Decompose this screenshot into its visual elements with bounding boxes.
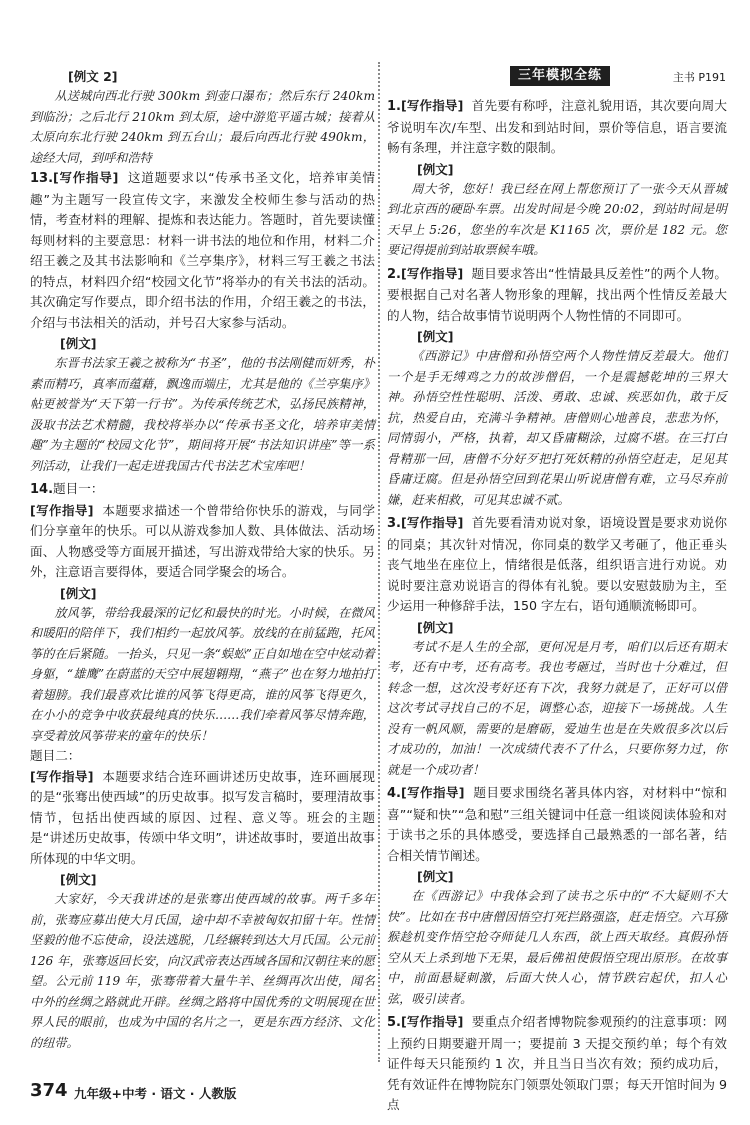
example-label: [例文] bbox=[417, 161, 454, 177]
page-footer bbox=[30, 1080, 720, 1108]
q4-guide-text: 题目要求围绕名著具体内容，对材料中“惊和喜”“疑和快”“急和慰”三组关键词中任意一组谈阅读体验和对于读书之乐的具体感受，要选择自己最熟悉的一部名著，结合相关情节阐述。 bbox=[387, 785, 727, 863]
q3-guide-text: 首先要看清劝说对象，语境设置是要求劝说你的同桌；其次针对情况，你同桌的数学又考砸了，他正垂头丧气地坐在座位上，情绪很是低落，组织语言进行劝说。劝说时要注意劝说语言的得体有礼貌。要以安慰鼓励为主，至少运用一种修辞手法，150 字左右，语句通顺流畅即可。 bbox=[387, 515, 727, 613]
example-2-label: [例文 2] bbox=[68, 69, 118, 84]
question-4: 4.[写作指导] 题目要求围绕名著具体内容，对材料中“惊和喜”“疑和快”“急和慰”三组关键词中任意一组谈阅读体验和对于读书之乐的具体感受，要选择自己最熟悉的一部名著，结合相关情节阐述。 [例文] 在《西游记》中我体会到了读书之乐中的“不大疑则不大快”。比如在书中唐僧因悟空打死拦路强盗，赶走悟空。六耳猕猴趁机变作悟空抢夺师徒几人东西，欲上西天取经。真假孙悟空从天上杀到地下无果，最后佛祖使假悟空现出原形。在故事中，前面悬疑刺激，后面大快人心，情节跌宕起伏，扣人心弦，吸引读者。 bbox=[387, 783, 727, 1009]
section-banner: 三年模拟全练 bbox=[510, 66, 610, 86]
page-number: 374 bbox=[30, 1080, 68, 1101]
q1-guide-text: 首先要有称呼，注意礼貌用语，其次要向周大爷说明车次/车型、出发和到站时间，票价等信息，语言要流畅有条理，并注意字数的限制。 bbox=[387, 98, 727, 155]
q13-example-text: 东晋书法家王羲之被称为“书圣”，他的书法刚健而妍秀，朴素而精巧，真率而蕴藉，飘逸而端庄，尤其是他的《兰亭集序》帖更被誉为“天下第一行书”。为传承传统艺术，弘扬民族精神，汲取书法艺术精髓，我校将举办以“传承书圣文化，培养审美情趣”为主题的“校园文化节”，期间将开展“书法知识讲座”等一系列活动，让我们一起走进我国古代书法艺术宝库吧！ bbox=[30, 356, 375, 473]
writing-guide-tag: [写作指导] bbox=[30, 768, 94, 784]
example-2-text: 从送城向西北行驶 300km 到壶口瀑布；然后东行 240km 到临汾；之后北行 210km 到太原，途中游览平遥古城；接着从太原向东北行驶 240km 到五台山；最后向西北行驶 490km，途经大同，到呼和浩特 bbox=[30, 89, 375, 165]
writing-guide-tag: [写作指导] bbox=[400, 785, 465, 800]
q14-guide-text-1: 本题要求描述一个曾带给你快乐的游戏，与同学们分享童年的快乐。可以从游戏参加人数、具体做法、活动场面、人物感受等方面展开描述，写出游戏带给大家的快乐。另外，注意语言要得体，要适合同学聚会的场合。 bbox=[30, 502, 375, 579]
writing-guide-tag: [写作指导] bbox=[30, 502, 94, 518]
question-2: 2.[写作指导] 题目要求答出“性情最具反差性”的两个人物。要根据自己对名著人物形象的理解，找出两个性情反差最大的人物，结合故事情节说明两个人物性情的不同即可。 [例文] 《西游记》中唐僧和孙悟空两个人物性情反差最大。他们一个是手无缚鸡之力的故涉僧侣，一个是震撼乾坤的三界大神。孙悟空性性聪明、活泼、勇敢、忠诚、疾恶如仇，敢于反抗，热爱自由，充满斗争精神。唐僧则心地善良，悲悲为怀，同情弱小，严格，执着，却又昏庸糊涂，过腐不堪。在三打白骨精那一回，唐僧不分好歹把打死妖精的孙悟空赶走，足见其昏庸迂腐。但是孙悟空回到花果山听说唐僧有难，立马尽弃前嫌，赶来相救，可见其忠诚不贰。 bbox=[387, 264, 727, 511]
column-divider bbox=[378, 62, 380, 1062]
question-14: 14.题目一： [写作指导] 本题要求描述一个曾带给你快乐的游戏，与同学们分享童年的快乐。可以从游戏参加人数、具体做法、活动场面、人物感受等方面展开描述，写出游戏带给大家的快乐。另外，注意语言要得体，要适合同学聚会的场合。 [例文] 放风筝，带给我最深的记忆和最快的时光。小时候，在微风和暖阳的陪伴下，我们相约一起放风筝。放线的在前猛跑，托风筝的在后紧随。一抬头，只见一条“蜈蚣”正自如地在空中炫动着身躯，“雄鹰”在蔚蓝的天空中展翅翱翔，“燕子”也在努力地拍打着翅膀。我们最喜欢比谁的风筝飞得更高，谁的风筝飞得更久，在小小的竞争中收获最纯真的快乐……我们牵着风筝尽情奔跑，享受着放风筝带来的童年的快乐！ 题目二： [写作指导] 本题要求结合连环画讲述历史故事，连环画展现的是“张骞出使西域”的历史故事。拟写发言稿时，要理清故事情节，包括出使西域的原因、过程、意义等。班会的主题是“讲述历史故事，传颂中华文明”，讲述故事时，要道出故事所体现的中华文明。 [例文] 大家好，今天我讲述的是张骞出使西域的故事。两千多年前，张骞应募出使大月氏国，途中却不幸被匈奴扣留十年。性情坚毅的他不忘使命，设法逃脱，几经辗转到达大月氏国。公元前 126 年，张骞返回长安，向汉武帝表达西域各国和汉朝往来的愿望。公元前 119 年，张骞带着大量牛羊、丝绸再次出使，闻名中外的丝绸之路就此开辟。丝绸之路将中国优秀的文明展现在世界人民的眼前，也成为中国的名片之一，更是东西方经济、文化的纽带。 bbox=[30, 479, 375, 1053]
example-label: [例文] bbox=[417, 329, 454, 344]
section-header bbox=[510, 66, 730, 88]
writing-guide-tag: [写作指导] bbox=[400, 1014, 464, 1029]
question-1: 1.[写作指导] 首先要有称呼，注意礼貌用语，其次要向周大爷说明车次/车型、出发和到站时间，票价等信息，语言要流畅有条理，并注意字数的限制。 [例文] 周大爷，您好！我已经在网上帮您预订了一张今天从晋城到北京西的硬卧车票。出发时间是今晚 20:02，到站时间是明天早上 5:26，您坐的车次是 K1165 次，票价是 182 元。您要记得提前到站取票候车哦。 bbox=[387, 96, 727, 261]
q4-example-text: 在《西游记》中我体会到了读书之乐中的“不大疑则不大快”。比如在书中唐僧因悟空打死拦路强盗，赶走悟空。六耳猕猴趁机变作悟空抢夺师徒几人东西，欲上西天取经。真假孙悟空从天上杀到地下无果，最后佛祖使假悟空现出原形。在故事中，前面悬疑刺激，后面大快人心，情节跌宕起伏，扣人心弦，吸引读者。 bbox=[387, 889, 727, 1006]
q2-guide-text: 题目要求答出“性情最具反差性”的两个人物。要根据自己对名著人物形象的理解，找出两个性情反差最大的人物，结合故事情节说明两个人物性情的不同即可。 bbox=[387, 265, 727, 323]
q14-title-2: 题目二： bbox=[30, 748, 81, 763]
q14-guide-text-2: 本题要求结合连环画讲述历史故事，连环画展现的是“张骞出使西域”的历史故事。拟写发言稿时，要理清故事情节，包括出使西域的原因、过程、意义等。班会的主题是“讲述历史故事，传颂中华文明”，讲述故事时，要道出故事所体现的中华文明。 bbox=[30, 768, 375, 866]
writing-guide-tag: [写作指导] bbox=[400, 515, 464, 530]
q3-example-text: 考试不是人生的全部，更何况是月考，咱们以后还有期末考，还有中考，还有高考。我也考砸过，当时也十分难过，但转念一想，这次没考好还有下次，我努力就是了，正好可以借这次考试寻找自己的不足，调整心态，迎接下一场挑战。人生没有一帆风顺，需要的是磨砺，爱迪生也是在失败很多次以后才成功的，加油！一次成绩代表不了什么，只要你努力过，你就是一个成功者！ bbox=[387, 639, 727, 777]
question-13: 13.[写作指导] 这道题要求以“传承书圣文化，培养审美情趣”为主题写一段宣传文字，来激发全校师生参与活动的热情，考查材料的理解、提炼和表达能力。答题时，首先要读懂每则材料的主要意思：材料一讲书法的地位和作用，材料二介绍王羲之及其书法影响和《兰亭集序》，材料三写王羲之书法的特点，材料四介绍“校园文化节”将举办的有关书法的活动。其次确定写作要点，即介绍书法的作用，介绍王羲之的书法，介绍与书法相关的活动，并号召大家参与活动。 [例文] 东晋书法家王羲之被称为“书圣”，他的书法刚健而妍秀，朴素而精巧，真率而蕴藉，飘逸而端庄，尤其是他的《兰亭集序》帖更被誉为“天下第一行书”。为传承传统艺术，弘扬民族精神，汲取书法艺术精髓，我校将举办以“传承书圣文化，培养审美情趣”为主题的“校园文化节”，期间将开展“书法知识讲座”等一系列活动，让我们一起走进我国古代书法艺术宝库吧！ bbox=[30, 168, 375, 476]
q13-guide-text: 这道题要求以“传承书圣文化，培养审美情趣”为主题写一段宣传文字，来激发全校师生参与活动的热情，考查材料的理解、提炼和表达能力。答题时，首先要读懂每则材料的主要意思：材料一讲书法的地位和作用，材料二介绍王羲之及其书法影响和《兰亭集序》，材料三写王羲之书法的特点，材料四介绍“校园文化节”将举办的有关书法的活动。其次确定写作要点，即介绍书法的作用，介绍王羲之的书法，介绍与书法相关的活动，并号召大家参与活动。 bbox=[30, 170, 375, 330]
example-label: [例文] bbox=[60, 585, 97, 601]
writing-guide-tag: [写作指导] bbox=[400, 265, 464, 281]
q14-title-1: 题目一： bbox=[53, 481, 104, 496]
q2-example-text: 《西游记》中唐僧和孙悟空两个人物性情反差最大。他们一个是手无缚鸡之力的故涉僧侣，一个是震撼乾坤的三界大神。孙悟空性性聪明、活泼、勇敢、忠诚、疾恶如仇，敢于反抗，热爱自由，充满斗争精神。唐僧则心地善良，悲悲为怀，同情弱小，严格，执着，却又昏庸糊涂，过腐不堪。在三打白骨精那一回，唐僧不分好歹把打死妖精的孙悟空赶走，足见其昏庸迂腐。但是孙悟空回到花果山听说唐僧有难，立马尽弃前嫌，赶来相救，可见其忠诚不贰。 bbox=[387, 349, 727, 507]
q5-guide-text: 要重点介绍者博物院参观预约的注意事项：网上预约日期要避开周一；要提前 3 天提交预约单；每个有效证件每天只能预约 1 次，并且当日当次有效；预约成功后，凭有效证件在博物院东门领票处领取门票；每天开馆时间为 9 点 bbox=[387, 1014, 727, 1112]
example-label: [例文] bbox=[60, 336, 97, 351]
question-5: 5.[写作指导] 要重点介绍者博物院参观预约的注意事项：网上预约日期要避开周一；要提前 3 天提交预约单；每个有效证件每天只能预约 1 次，并且当日当次有效；预约成功后，凭有效证件在博物院东门领票处领取门票；每天开馆时间为 9 点 bbox=[387, 1014, 727, 1112]
q14-example-text-1: 放风筝，带给我最深的记忆和最快的时光。小时候，在微风和暖阳的陪伴下，我们相约一起放风筝。放线的在前猛跑，托风筝的在后紧随。一抬头，只见一条“蜈蚣”正自如地在空中炫动着身躯，“雄鹰”在蔚蓝的天空中展翅翱翔，“燕子”也在努力地拍打着翅膀。我们最喜欢比谁的风筝飞得更高，谁的风筝飞得更久，在小小的竞争中收获最纯真的快乐……我们牵着风筝尽情奔跑，享受着放风筝带来的童年的快乐！ bbox=[30, 605, 375, 743]
main-book-ref: 主书 P191 bbox=[672, 71, 726, 84]
q1-example-text: 周大爷，您好！我已经在网上帮您预订了一张今天从晋城到北京西的硬卧车票。出发时间是今晚 20:02，到站时间是明天早上 5:26，您坐的车次是 K1165 次，票价是 182 元。您要记得提前到站取票候车哦。 bbox=[387, 181, 727, 257]
right-column bbox=[387, 96, 727, 1119]
left-column bbox=[30, 66, 375, 1056]
example-label: [例文] bbox=[60, 872, 97, 887]
question-3: 3.[写作指导] 首先要看清劝说对象，语境设置是要求劝说你的同桌；其次针对情况，你同桌的数学又考砸了，他正垂头丧气地坐在座位上，情绪很是低落，组织语言进行劝说。劝说时要注意劝说语言的得体有礼貌。要以安慰鼓励为主，至少运用一种修辞手法，150 字左右，语句通顺流畅即可。 [例文] 考试不是人生的全部，更何况是月考，咱们以后还有期末考，还有中考，还有高考。我也考砸过，当时也十分难过，但转念一想，这次没考好还有下次，我努力就是了，正好可以借这次考试寻找自己的不足，调整心态，迎接下一场挑战。人生没有一帆风顺，需要的是磨砺，爱迪生也是在失败很多次以后才成功的，加油！一次成绩代表不了什么，只要你努力过，你就是一个成功者！ bbox=[387, 513, 727, 780]
writing-guide-tag: [写作指导] bbox=[400, 98, 464, 113]
q14-example-text-2: 大家好，今天我讲述的是张骞出使西域的故事。两千多年前，张骞应募出使大月氏国，途中却不幸被匈奴扣留十年。性情坚毅的他不忘使命，设法逃脱，几经辗转到达大月氏国。公元前 126 年，张骞返回长安，向汉武帝表达西域各国和汉朝往来的愿望。公元前 119 年，张骞带着大量牛羊、丝绸再次出使，闻名中外的丝绸之路就此开辟。丝绸之路将中国优秀的文明展现在世界人民的眼前，也成为中国的名片之一，更是东西方经济、文化的纽带。 bbox=[30, 892, 375, 1050]
writing-guide-tag: [写作指导] bbox=[53, 170, 119, 185]
example-label: [例文] bbox=[417, 869, 454, 884]
example-label: [例文] bbox=[417, 619, 454, 635]
book-info: 九年级+中考 · 语文 · 人教版 bbox=[74, 1086, 237, 1101]
